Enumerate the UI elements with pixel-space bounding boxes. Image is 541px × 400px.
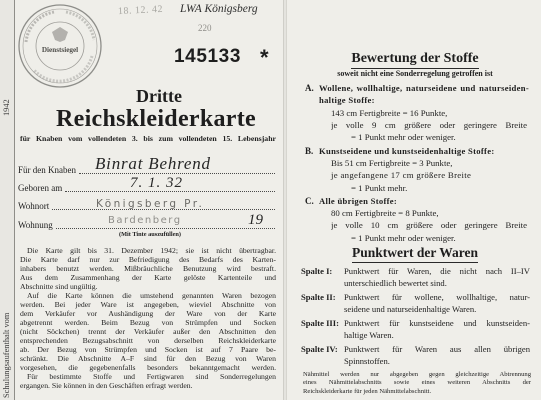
column-label-2: Spalte II:	[301, 292, 336, 302]
rule-line: dem Verkäufer vor Aushändigung der Ware von der Karte	[20, 309, 276, 318]
section-c-base: 80 cm Fertigbreite = 8 Punkte,	[331, 208, 439, 218]
rule-line: Die Karte gilt bis 31. Dezember 1942; sie ist nicht übertragbar.	[27, 246, 276, 255]
valuation-title-text: Bewertung der Stoffe	[351, 51, 478, 69]
card-rules	[20, 246, 276, 390]
section-a-heading: Wollene, wollhaltige, naturseidene und naturseiden-	[319, 83, 529, 93]
footer-line: eines Nähmittelabschnitts sowie eines weiteren Abschnitts der	[303, 379, 531, 387]
eagle-emblem-icon	[52, 27, 68, 42]
column-text-1-cont: unterschiedlich bewertet sind.	[344, 278, 447, 288]
rule-line: Abschnitte sind ungültig.	[20, 282, 98, 291]
field-value: Binrat Behrend	[95, 154, 211, 173]
card-back-page	[286, 0, 541, 400]
margin-note-text: Schulungsaufenthalt vom	[2, 312, 11, 398]
section-c-step: je volle 10 cm größere oder geringere Breite	[331, 220, 527, 230]
title-prefix: Dritte	[136, 86, 182, 106]
footer-line: Nähmittel werden nur abgegeben gegen gleichzeitige Abtrennung	[303, 371, 531, 378]
card-number: 145133	[174, 46, 242, 67]
column-text-4: Punktwert für Waren aus allen übrigen	[344, 344, 530, 354]
field-boy-name	[18, 154, 275, 176]
footer-line: Reichskleiderkarte für jeden Nähmittelabschnitt.	[303, 387, 432, 395]
sewing-supplies-note	[303, 371, 531, 396]
section-b-heading: Kunstseidene und kunstseidenhaltige Stoffe:	[319, 146, 495, 156]
rule-line: ergangen. Sie können in den Geschäften erfragt werden.	[20, 381, 193, 390]
card-subtitle: für Knaben vom vollendeten 3. bis zum vollendeten 15. Lebensjahr	[20, 134, 276, 143]
field-residence	[18, 198, 275, 212]
rule-line: entsprechenden Bezugsabschnitt von derselben Reichskleiderkarte	[20, 336, 276, 345]
card-number-mark: *	[260, 45, 269, 70]
column-text-4-cont: Spinnstoffen.	[344, 356, 390, 366]
column-label-3: Spalte III:	[301, 318, 339, 328]
column-label-4: Spalte IV:	[301, 344, 338, 354]
rule-line: Für bestimmte Stoffe und Fertigwaren sind Sonderregelungen	[27, 372, 276, 381]
column-text-1: Punktwert für Waren, die nicht nach II–IV	[344, 266, 530, 276]
field-birth-date	[18, 175, 275, 194]
rule-line: abgetrennt werden. Beim Bezug von Strümpfen und Socken	[20, 318, 276, 327]
valuation-subtitle: soweit nicht eine Sonderregelung getroffen ist	[337, 69, 493, 78]
column-text-3-cont: haltige Waren.	[344, 330, 394, 340]
margin-note-year: 1942	[2, 99, 11, 116]
card-title: Reichskleiderkarte	[55, 106, 257, 132]
field-value: Bardenberg	[108, 215, 182, 226]
rule-line: inhabers benutzt werden. Mißbräuchliche Benutzung wird bestraft.	[20, 264, 276, 273]
field-label: Wohnort	[18, 201, 50, 211]
field-address	[18, 212, 275, 231]
column-text-3: Punktwert für kunstseidene und kunstseiden-	[344, 318, 530, 328]
date-stamp-number: 220	[198, 23, 212, 33]
field-line	[56, 228, 275, 229]
section-c-letter: C.	[305, 196, 314, 206]
section-a-letter: A.	[305, 83, 314, 93]
rule-line: Die Karte darf nur zur Befriedigung des Bedarfs des Karten-	[20, 255, 276, 264]
section-a-result: = 1 Punkt mehr oder weniger.	[351, 132, 456, 142]
section-b-step: je angefangene 17 cm größere Breite	[331, 170, 472, 180]
column-text-2: Punktwert für wollene, wollhaltige, natur-	[344, 292, 530, 302]
field-label: Für den Knaben	[18, 165, 76, 175]
section-c-result: = 1 Punkt mehr oder weniger.	[351, 233, 456, 243]
rule-line: ab. Der Bezug von Strümpfen und Socken ist auf 7 Paare be-	[20, 345, 276, 354]
column-label-1: Spalte I:	[301, 266, 333, 276]
rule-line: werden. Bei jeder Ware ist angegeben, wieviel Abschnitte von	[20, 300, 276, 309]
official-seal	[14, 2, 106, 92]
field-value: Königsberg Pr.	[96, 198, 205, 210]
section-b-base: Bis 51 cm Fertigbreite = 3 Punkte,	[331, 158, 453, 168]
section-a-heading-cont: haltige Stoffe:	[319, 95, 375, 105]
field-label: Wohnung	[18, 220, 53, 230]
field-label: Geboren am	[18, 183, 63, 193]
date-stamp: 18. 12. 42	[117, 3, 164, 18]
field-value: 7. 1. 32	[130, 175, 183, 191]
point-values-title-text: Punktwert der Waren	[352, 245, 478, 263]
rule-line: (nicht Söckchen) trennt der Verkäufer außer den Abschnitten den	[20, 327, 276, 336]
section-a-step: je volle 9 cm größere oder geringere Breite	[331, 120, 527, 130]
valuation-title	[327, 51, 503, 69]
field-house-number: 19	[248, 212, 263, 228]
seal-label: Dienstsiegel	[41, 46, 79, 54]
rule-line: schränkt. Die Abschnitte A–F sind für den Bezug von Waren	[20, 354, 276, 363]
point-values-title	[327, 245, 503, 263]
section-b-result: = 1 Punkt mehr.	[351, 183, 408, 193]
section-b-letter: B.	[305, 146, 314, 156]
margin-strip	[0, 0, 15, 400]
rule-line: Aus dem Zusammenhang der Karte gelöste Kartenteile und	[20, 273, 276, 282]
column-text-2-cont: seidene und naturseidenhaltige Waren.	[344, 304, 477, 314]
section-c-heading: Alle übrigen Stoffe:	[319, 196, 398, 206]
fill-note: (Mit Tinte auszufüllen)	[118, 231, 182, 238]
rule-line: vorgesehen, die gegebenenfalls besonders bekanntgemacht werden.	[20, 363, 276, 372]
rule-line: Auf die Karte können die umstehend genannten Waren bezogen	[27, 291, 276, 300]
section-a-base: 143 cm Fertigbreite = 16 Punkte,	[331, 108, 448, 118]
issuing-office: LWA Königsberg	[180, 3, 258, 15]
